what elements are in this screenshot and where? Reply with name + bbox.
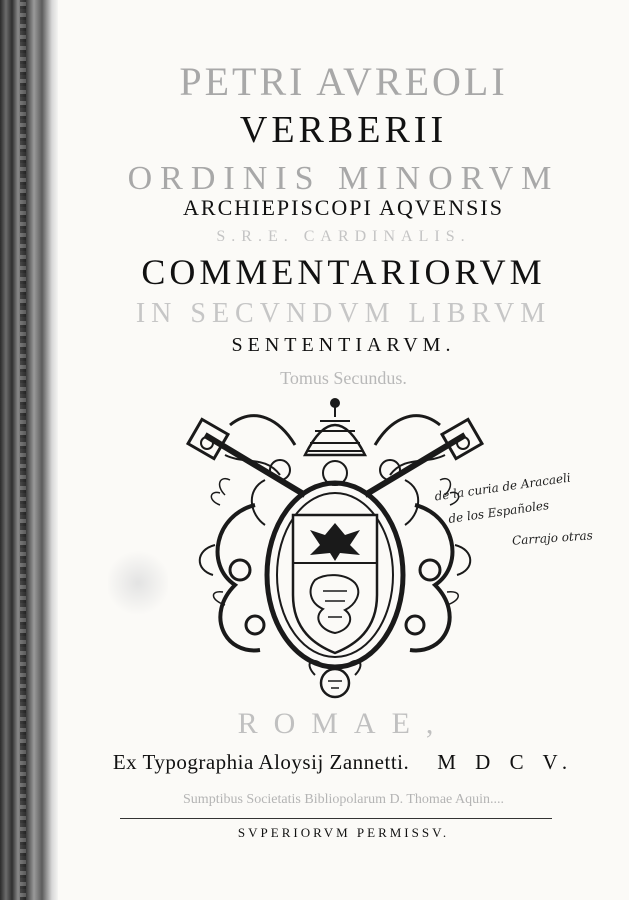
- imprint-city: ROMAE,: [237, 707, 450, 740]
- permission-line: SVPERIORVM PERMISSV.: [237, 825, 450, 840]
- volume-label: Tomus Secundus.: [280, 368, 407, 388]
- imprint-printer-line: [58, 750, 629, 775]
- printer-name: Ex Typographia Aloysij Zannetti.: [112, 750, 410, 774]
- author-surname: VERBERII: [239, 109, 448, 151]
- author-name: PETRI AVREOLI: [179, 59, 508, 104]
- archbishop-title: ARCHIEPISCOPI AQVENSIS: [183, 195, 504, 220]
- cardinal-title: S.R.E. CARDINALIS.: [216, 228, 471, 245]
- book-binding-edge: [0, 0, 58, 900]
- divider-rule: [120, 818, 552, 819]
- faint-stamp-mark: [108, 548, 168, 618]
- work-subtitle-2: SENTENTIARVM.: [231, 334, 456, 356]
- handwritten-note-line-3: Carrajo otras: [511, 528, 594, 548]
- sponsor-line: Sumptibus Societatis Bibliopolarum D. Thomae Aquin....: [183, 792, 504, 807]
- work-subtitle: IN SECVNDVM LIBRVM: [135, 298, 552, 329]
- order-name: ORDINIS MINORVM: [127, 160, 560, 197]
- publication-year: M D C V.: [437, 750, 575, 774]
- handwritten-note-line-2: de los Españoles: [447, 498, 550, 526]
- papal-coat-of-arms-icon: [185, 395, 485, 710]
- handwritten-note-line-1: de la curia de Aracaeli: [433, 470, 572, 504]
- work-title: COMMENTARIORVM: [141, 252, 546, 292]
